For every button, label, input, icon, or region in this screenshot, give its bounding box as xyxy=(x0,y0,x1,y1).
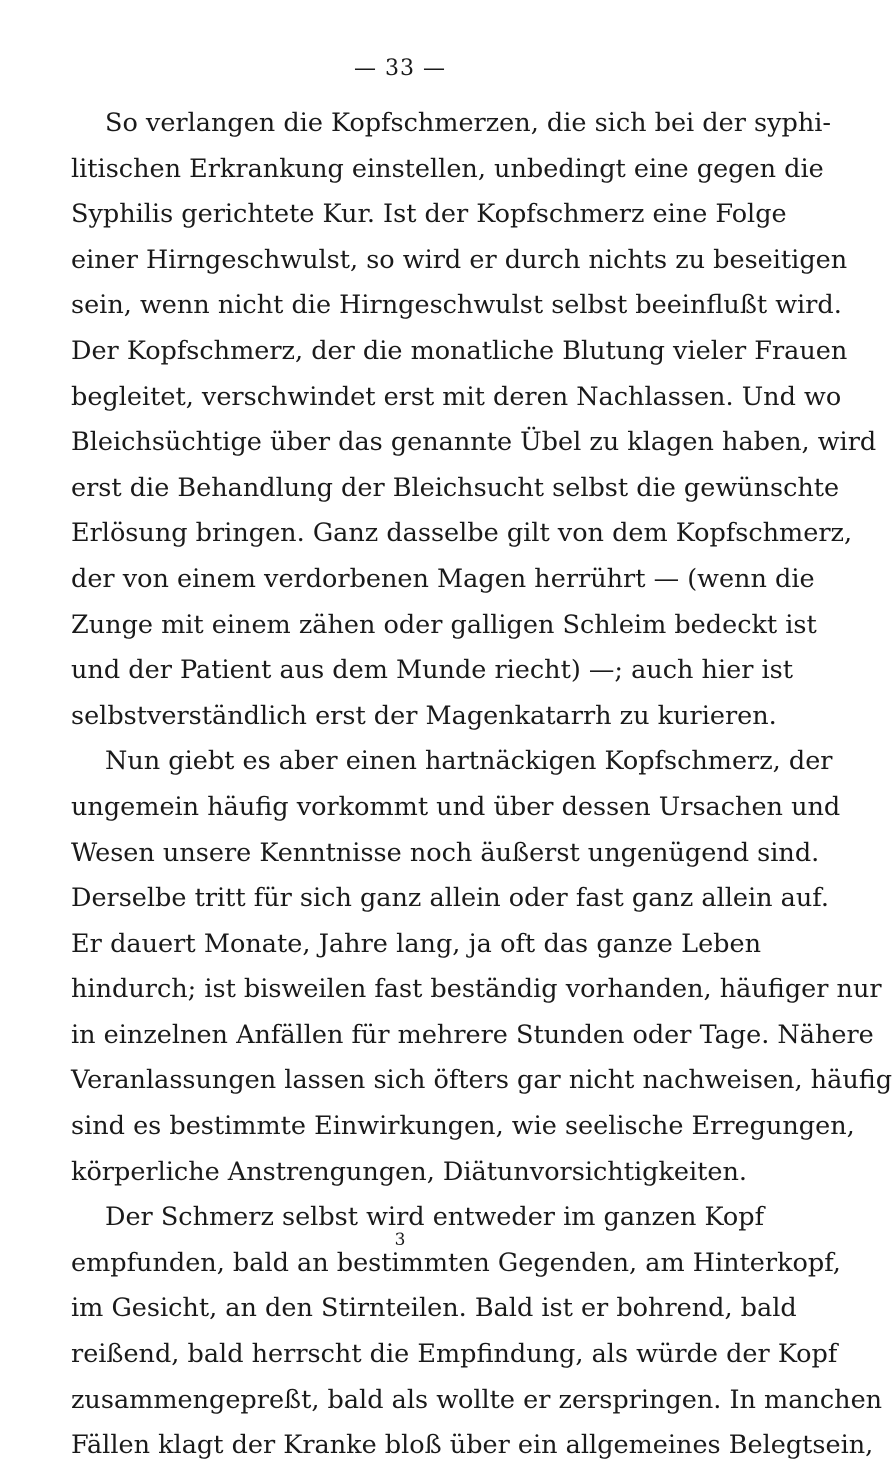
text-line: sind es bestimmte Einwirkungen, wie seelische Erregungen, xyxy=(71,1111,855,1142)
paragraph xyxy=(71,101,877,739)
text-line: Syphilis gerichtete Kur. Ist der Kopfschmerz eine Folge xyxy=(71,199,787,230)
text-line: im Gesicht, an den Stirnteilen. Bald ist er bohrend, bald xyxy=(71,1293,797,1324)
text-line: empfunden, bald an bestimmten Gegenden, am Hinterkopf, xyxy=(71,1247,841,1278)
text-line: Veranlassungen lassen sich öfters gar nicht nachweisen, häufig xyxy=(71,1065,892,1096)
text-line: So verlangen die Kopfschmerzen, die sich bei der syphi- xyxy=(105,108,832,138)
text-line: Fällen klagt der Kranke bloß über ein allgemeines Belegtsein, xyxy=(71,1430,874,1461)
text-line: Der Schmerz selbst wird entweder im ganzen Kopf xyxy=(105,1202,765,1233)
text-line: ungemein häufig vorkommt und über dessen Ursachen und xyxy=(71,791,841,822)
text-line: Der Kopfschmerz, der die monatliche Blutung vieler Frauen xyxy=(71,335,848,366)
text-line: erst die Behandlung der Bleichsucht selbst die gewünschte xyxy=(71,472,840,503)
paragraph xyxy=(71,739,892,1195)
page-number-header: — 33 — xyxy=(354,56,446,81)
text-line: und der Patient aus dem Munde riecht) —; auch hier ist xyxy=(71,655,793,686)
text-line: sein, wenn nicht die Hirngeschwulst selbst beeinflußt wird. xyxy=(71,290,842,321)
text-line: Wesen unsere Kenntnisse noch äußerst ungenügend sind. xyxy=(71,837,820,868)
text-line: zusammengepreßt, bald als wollte er zerspringen. In manchen xyxy=(71,1384,883,1415)
body-text xyxy=(71,101,892,1469)
text-line: Erlösung bringen. Ganz dasselbe gilt von dem Kopfschmerz, xyxy=(71,518,853,549)
text-line: litischen Erkrankung einstellen, unbedingt eine gegen die xyxy=(71,153,824,184)
text-line: Bleichsüchtige über das genannte Übel zu klagen haben, wird xyxy=(71,427,877,458)
text-line: Derselbe tritt für sich ganz allein oder fast ganz allein auf. xyxy=(71,883,829,914)
text-line: reißend, bald herrscht die Empfindung, als würde der Kopf xyxy=(71,1339,838,1370)
text-line: Er dauert Monate, Jahre lang, ja oft das ganze Leben xyxy=(71,928,761,959)
signature-mark: 3 xyxy=(394,1230,406,1250)
text-line: Nun giebt es aber einen hartnäckigen Kopfschmerz, der xyxy=(105,746,833,777)
text-line: in einzelnen Anfällen für mehrere Stunden oder Tage. Nähere xyxy=(71,1019,874,1050)
text-line: begleitet, verschwindet erst mit deren Nachlassen. Und wo xyxy=(71,381,842,412)
text-line: der von einem verdorbenen Magen herrührt — (wenn die xyxy=(71,563,815,594)
text-line: einer Hirngeschwulst, so wird er durch nichts zu beseitigen xyxy=(71,244,848,275)
text-line: selbstverständlich erst der Magenkatarrh zu kurieren. xyxy=(71,700,777,731)
text-line: körperliche Anstrengungen, Diätunvorsichtigkeiten. xyxy=(71,1156,747,1187)
text-line: hindurch; ist bisweilen fast beständig vorhanden, häufiger nur xyxy=(71,974,882,1005)
text-line: Zunge mit einem zähen oder galligen Schleim bedeckt ist xyxy=(71,609,817,640)
